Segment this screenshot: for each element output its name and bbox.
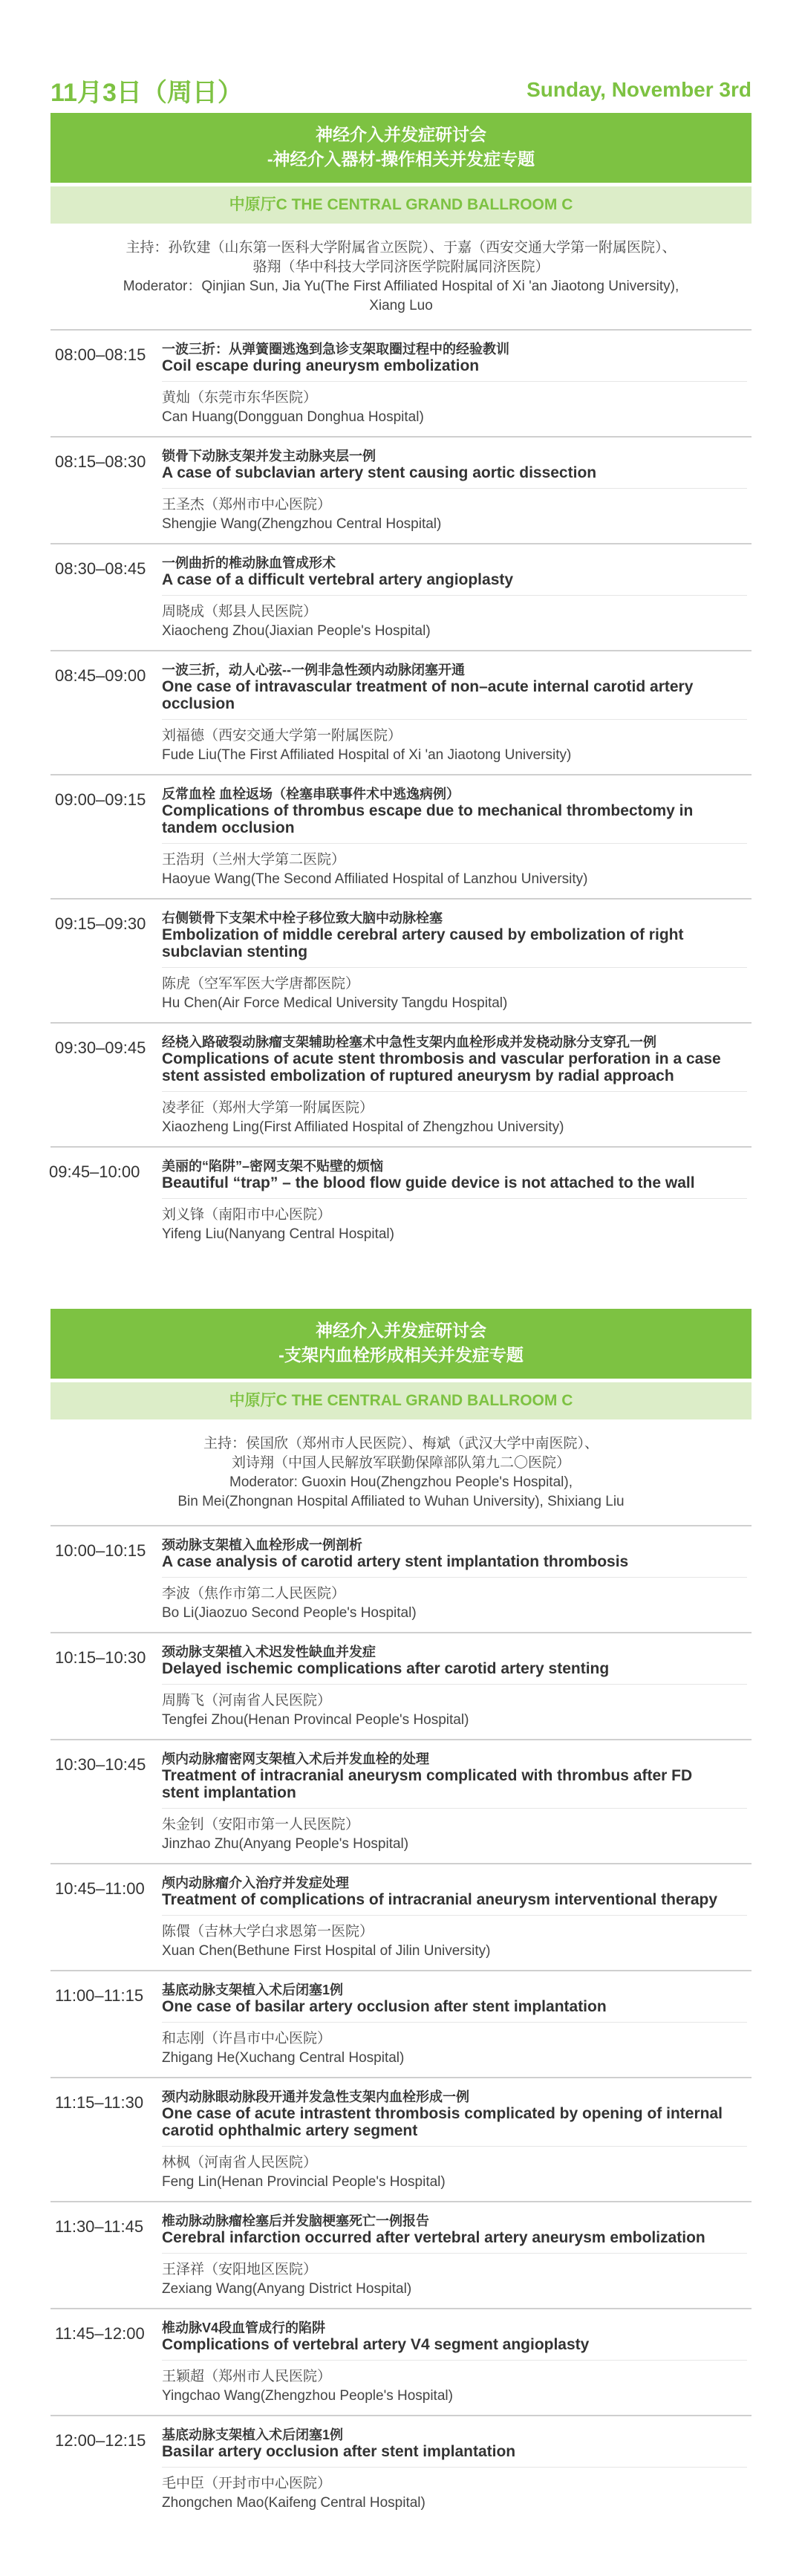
speaker-en: Bo Li(Jiaozuo Second People's Hospital) <box>162 1605 417 1621</box>
talk-title-en: Treatment of intracranial aneurysm complicated with thrombus after FD <box>162 1767 693 1784</box>
talk-title-cn: 锁骨下动脉支架并发主动脉夹层一例 <box>162 449 376 464</box>
talk-time: 09:00–09:15 <box>55 790 146 809</box>
talk-title-en: Coil escape during aneurysm embolization <box>162 357 480 374</box>
talk-title-cn: 反常血栓 血栓返场（栓塞串联事件术中逃逸病例） <box>162 787 460 801</box>
speaker-cn: 刘福德（西安交通大学第一附属医院） <box>162 728 402 744</box>
speaker <box>162 2467 747 2522</box>
talk-title-en: Beautiful “trap” – the blood flow guide device is not attached to the wall <box>162 1174 695 1191</box>
talk-title-en: Complications of thrombus escape due to mechanical thrombectomy in <box>162 802 694 819</box>
speaker <box>162 1684 747 1739</box>
moderator-line: 主持：侯国欣（郑州市人民医院）、梅斌（武汉大学中南医院）、 <box>203 1436 599 1451</box>
speaker-en: Yingchao Wang(Zhengzhou People's Hospital) <box>162 2388 453 2404</box>
speaker-cn: 毛中臣（开封市中心医院） <box>162 2476 332 2491</box>
speaker-en: Yifeng Liu(Nanyang Central Hospital) <box>162 1226 394 1242</box>
speaker <box>162 967 747 1022</box>
session-banner <box>50 113 752 183</box>
talk-title-en: stent assisted embolization of ruptured aneurysm by radial approach <box>162 1067 674 1084</box>
speaker-en: Shengjie Wang(Zhengzhou Central Hospital) <box>162 516 442 532</box>
talk-title-cn: 颈动脉支架植入血栓形成一例剖析 <box>162 1538 362 1552</box>
room-label: 中原厅C THE CENTRAL GRAND BALLROOM C <box>50 1382 752 1419</box>
speaker-cn: 王颖超（郑州市人民医院） <box>162 2369 332 2384</box>
talk-row <box>50 650 752 774</box>
talk-title-cn: 右侧锁骨下支架术中栓子移位致大脑中动脉栓塞 <box>162 911 443 926</box>
session-title-line: 神经介入并发症研讨会 <box>316 1321 486 1340</box>
talk-row <box>50 1022 752 1146</box>
session-banner <box>50 1309 752 1379</box>
talk-row <box>50 436 752 543</box>
session-1 <box>50 113 752 1253</box>
talk-title-cn: 一波三折：从弹簧圈逃逸到急诊支架取圈过程中的经验教训 <box>162 342 509 357</box>
speaker <box>162 1198 747 1253</box>
talk-time: 09:45–10:00 <box>49 1162 140 1181</box>
talk-title-cn: 椎动脉动脉瘤栓塞后并发脑梗塞死亡一例报告 <box>162 2214 429 2228</box>
speaker-en: Xiaozheng Ling(First Affiliated Hospital of Zhengzhou University) <box>162 1119 564 1135</box>
speaker-cn: 朱金钊（安阳市第一人民医院） <box>162 1817 360 1832</box>
talk-title-en: Cerebral infarction occurred after vertebral artery aneurysm embolization <box>162 2229 705 2246</box>
speaker-en: Xuan Chen(Bethune First Hospital of Jilin University) <box>162 1943 491 1959</box>
talk-time: 10:30–10:45 <box>55 1755 146 1774</box>
talk-title-cn: 颅内动脉瘤介入治疗并发症处理 <box>162 1876 349 1890</box>
talk-row <box>50 1970 752 2077</box>
talk-row <box>50 1525 752 1632</box>
talk-time: 08:00–08:15 <box>55 345 146 364</box>
talk-row <box>50 2308 752 2415</box>
talk-title-cn: 基底动脉支架植入术后闭塞1例 <box>162 1983 344 1997</box>
speaker-cn: 陈儇（吉林大学白求恩第一医院） <box>162 1924 374 1939</box>
speaker-cn: 和志刚（许昌市中心医院） <box>162 2031 332 2046</box>
moderator-line: 主持：孙钦建（山东第一医科大学附属省立医院）、于嘉（西安交通大学第一附属医院）、 <box>125 240 677 256</box>
speaker-cn: 林枫（河南省人民医院） <box>162 2155 318 2170</box>
moderators <box>50 224 752 329</box>
talk-time: 08:45–09:00 <box>55 666 146 685</box>
speaker-cn: 刘义锋（南阳市中心医院） <box>162 1207 332 1223</box>
talk-time: 09:15–09:30 <box>55 914 146 933</box>
day-header <box>50 71 752 108</box>
talk-title-en: Complications of vertebral artery V4 segment angioplasty <box>162 2336 590 2353</box>
speaker-en: Fude Liu(The First Affiliated Hospital of Xi 'an Jiaotong University) <box>162 747 572 763</box>
talk-title-cn: 椎动脉V4段血管成行的陷阱 <box>162 2320 326 2335</box>
speaker <box>162 595 747 650</box>
talk-time: 10:00–10:15 <box>55 1541 146 1560</box>
talk-title-en: Embolization of middle cerebral artery caused by embolization of right <box>162 926 684 943</box>
session-title-line: 神经介入并发症研讨会 <box>316 125 486 144</box>
speaker-en: Zhigang He(Xuchang Central Hospital) <box>162 2050 405 2066</box>
talk-row <box>50 1739 752 1863</box>
talk-title-en: Treatment of complications of intracranial aneurysm interventional therapy <box>162 1891 718 1908</box>
moderator-line: 骆翔（华中科技大学同济医学院附属同济医院） <box>252 259 550 275</box>
session-title-line: -神经介入器材-操作相关并发症专题 <box>267 149 535 169</box>
moderators <box>50 1419 752 1525</box>
talk-title-en: Delayed ischemic complications after carotid artery stenting <box>162 1660 610 1677</box>
talk-title-cn: 一例曲折的椎动脉血管成形术 <box>162 556 336 570</box>
talk-row <box>50 329 752 436</box>
speaker <box>162 719 747 774</box>
moderator-line: 刘诗翔（中国人民解放军联勤保障部队第九二〇医院） <box>231 1455 570 1471</box>
talk-title-cn: 一波三折，动人心弦--一例非急性颈内动脉闭塞开通 <box>162 663 465 677</box>
talk-title-en: occlusion <box>162 695 235 712</box>
talk-time: 11:30–11:45 <box>55 2217 144 2236</box>
talk-title-en: carotid ophthalmic artery segment <box>162 2122 418 2139</box>
speaker-en: Zhongchen Mao(Kaifeng Central Hospital) <box>162 2495 426 2511</box>
speaker <box>162 1091 747 1146</box>
talk-title-en: subclavian stenting <box>162 943 308 960</box>
room-label: 中原厅C THE CENTRAL GRAND BALLROOM C <box>50 186 752 224</box>
talk-title-en: Basilar artery occlusion after stent implantation <box>162 2443 516 2460</box>
speaker <box>162 381 747 436</box>
moderator-line: Bin Mei(Zhongnan Hospital Affiliated to Wuhan University), Shixiang Liu <box>177 1494 625 1509</box>
talk-title-cn: 美丽的“陷阱”–密网支架不贴壁的烦恼 <box>162 1159 384 1174</box>
talk-time: 10:45–11:00 <box>55 1879 145 1898</box>
talk-time: 12:00–12:15 <box>55 2431 146 2450</box>
talk-title-en: Complications of acute stent thrombosis and vascular perforation in a case <box>162 1050 721 1067</box>
talk-row <box>50 2415 752 2522</box>
talk-title-cn: 基底动脉支架植入术后闭塞1例 <box>162 2427 344 2442</box>
talk-title-cn: 颈内动脉眼动脉段开通并发急性支架内血栓形成一例 <box>162 2089 469 2104</box>
talk-title-en: One case of acute intrastent thrombosis complicated by opening of internal <box>162 2105 723 2122</box>
talk-title-en: tandem occlusion <box>162 819 295 836</box>
moderator-line: Moderator：Qinjian Sun, Jia Yu(The First Affiliated Hospital of Xi 'an Jiaotong University), <box>123 279 679 294</box>
talk-title-en: One case of intravascular treatment of non–acute internal carotid artery <box>162 678 694 695</box>
talk-title-en: A case of a difficult vertebral artery angioplasty <box>162 571 514 588</box>
speaker-cn: 王浩玥（兰州大学第二医院） <box>162 852 346 868</box>
speaker-cn: 李波（焦作市第二人民医院） <box>162 1586 346 1601</box>
talk-row <box>50 2201 752 2308</box>
day-title-en: Sunday, November 3rd <box>526 78 752 101</box>
speaker-cn: 王泽祥（安阳地区医院） <box>162 2262 318 2277</box>
talk-row <box>50 2077 752 2201</box>
talk-row <box>50 543 752 650</box>
talk-row <box>50 1863 752 1970</box>
talk-row <box>50 774 752 898</box>
talk-row <box>50 898 752 1022</box>
session-2 <box>50 1309 752 2522</box>
talk-title-cn: 颅内动脉瘤密网支架植入术后并发血栓的处理 <box>162 1752 429 1766</box>
speaker-en: Feng Lin(Henan Provincial People's Hospital) <box>162 2174 446 2190</box>
day-title-cn: 11月3日（周日） <box>50 78 243 107</box>
talk-time: 08:15–08:30 <box>55 452 146 471</box>
talk-title-en: stent implantation <box>162 1784 296 1801</box>
session-title-line: -支架内血栓形成相关并发症专题 <box>278 1345 524 1365</box>
speaker-en: Haoyue Wang(The Second Affiliated Hospital of Lanzhou University) <box>162 871 588 887</box>
speaker-cn: 王圣杰（郑州市中心医院） <box>162 497 332 513</box>
talk-time: 08:30–08:45 <box>55 559 146 578</box>
speaker-cn: 周晓成（郏县人民医院） <box>162 604 318 619</box>
speaker-en: Hu Chen(Air Force Medical University Tangdu Hospital) <box>162 995 508 1011</box>
speaker-cn: 凌孝征（郑州大学第一附属医院） <box>162 1100 374 1116</box>
talk-time: 11:45–12:00 <box>55 2324 145 2343</box>
talk-title-en: A case analysis of carotid artery stent implantation thrombosis <box>162 1553 629 1570</box>
talk-time: 10:15–10:30 <box>55 1648 146 1667</box>
speaker <box>162 2146 747 2201</box>
speaker-en: Zexiang Wang(Anyang District Hospital) <box>162 2281 412 2297</box>
speaker <box>162 2253 747 2308</box>
talk-title-cn: 颈动脉支架植入术迟发性缺血并发症 <box>162 1645 376 1659</box>
talk-time: 11:15–11:30 <box>55 2093 144 2112</box>
speaker-cn: 陈虎（空军军医大学唐都医院） <box>162 976 360 992</box>
speaker-en: Tengfei Zhou(Henan Provincal People's Hospital) <box>162 1712 469 1728</box>
talk-title-en: A case of subclavian artery stent causing aortic dissection <box>162 464 597 481</box>
talk-title-en: One case of basilar artery occlusion after stent implantation <box>162 1998 607 2015</box>
speaker-cn: 黄灿（东莞市东华医院） <box>162 390 318 406</box>
talk-row <box>50 1632 752 1739</box>
talk-time: 11:00–11:15 <box>55 1986 144 2005</box>
moderator-line: Xiang Luo <box>369 298 433 313</box>
talk-time: 09:30–09:45 <box>55 1038 146 1057</box>
talk-title-cn: 经桡入路破裂动脉瘤支架辅助栓塞术中急性支架内血栓形成并发桡动脉分支穿孔一例 <box>162 1035 656 1050</box>
speaker <box>162 2360 747 2415</box>
speaker-cn: 周腾飞（河南省人民医院） <box>162 1693 332 1708</box>
speaker-en: Xiaocheng Zhou(Jiaxian People's Hospital) <box>162 623 431 639</box>
speaker-en: Can Huang(Dongguan Donghua Hospital) <box>162 409 424 425</box>
speaker <box>162 1915 747 1970</box>
speaker <box>162 843 747 898</box>
speaker <box>162 2022 747 2077</box>
speaker <box>162 1577 747 1632</box>
speaker <box>162 488 747 543</box>
speaker <box>162 1808 747 1863</box>
talk-row <box>50 1146 752 1253</box>
moderator-line: Moderator: Guoxin Hou(Zhengzhou People's Hospital), <box>229 1474 573 1490</box>
speaker-en: Jinzhao Zhu(Anyang People's Hospital) <box>162 1836 409 1852</box>
